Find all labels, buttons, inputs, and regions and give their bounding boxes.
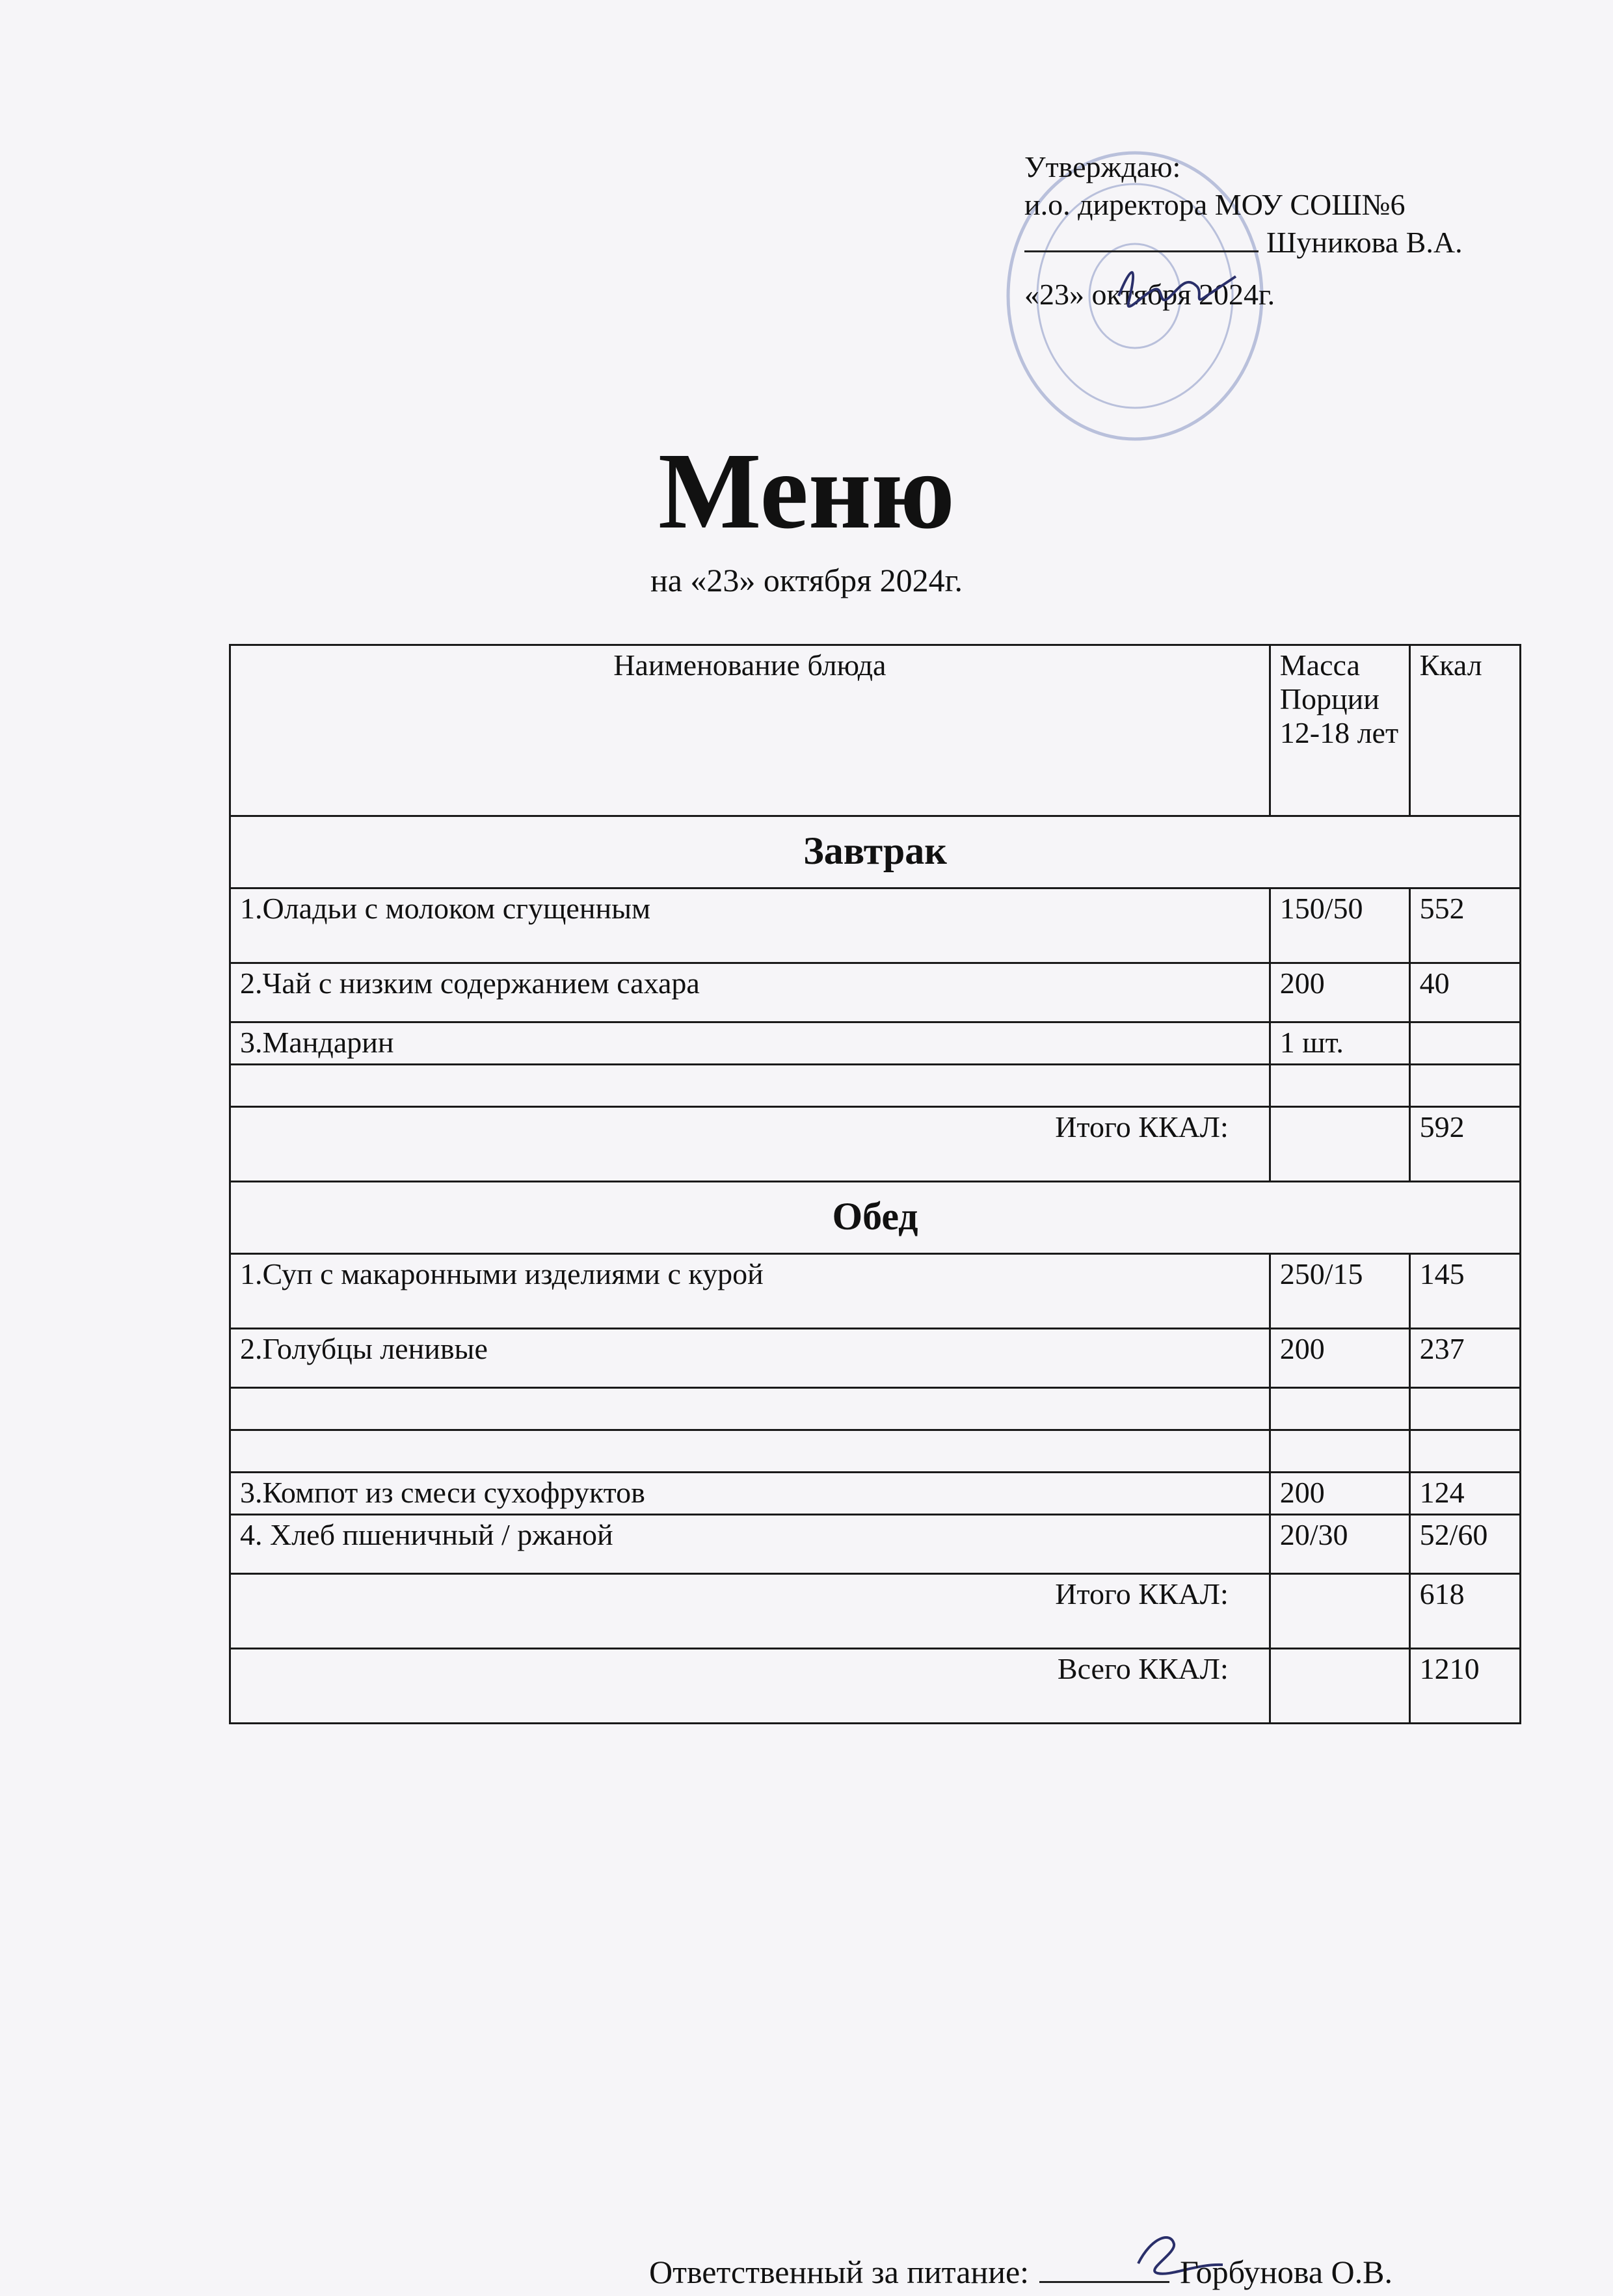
- dish-name: 2.Чай с низким содержанием сахара: [230, 963, 1270, 1022]
- dish-mass: 150/50: [1270, 888, 1409, 963]
- header-mass: Масса Порции 12-18 лет: [1270, 645, 1409, 816]
- empty-row: [230, 1065, 1521, 1107]
- grand-total-label: Всего ККАЛ:: [230, 1649, 1270, 1724]
- dish-mass: 200: [1270, 963, 1409, 1022]
- total-value: 618: [1409, 1574, 1520, 1649]
- lunch-total-row: [230, 1574, 1521, 1649]
- dish-kcal: 145: [1409, 1254, 1520, 1329]
- table-row: [230, 1473, 1521, 1515]
- dish-name: 3.Компот из смеси сухофруктов: [230, 1473, 1270, 1515]
- grand-total-row: [230, 1649, 1521, 1724]
- dish-name: 3.Мандарин: [230, 1022, 1270, 1065]
- dish-name: 1.Суп с макаронными изделиями с курой: [230, 1254, 1270, 1329]
- dish-kcal: 552: [1409, 888, 1520, 963]
- signature-blank: [1039, 2255, 1169, 2283]
- header-dish-name: Наименование блюда: [230, 645, 1270, 816]
- approval-heading: Утверждаю:: [1024, 150, 1181, 183]
- dish-kcal: [1409, 1022, 1520, 1065]
- footer-responsible: [649, 2252, 1393, 2291]
- dish-mass: 20/30: [1270, 1515, 1409, 1574]
- table-row: [230, 963, 1521, 1022]
- approval-position: и.о. директора МОУ СОШ№6: [1024, 188, 1406, 221]
- total-label: Итого ККАЛ:: [230, 1107, 1270, 1182]
- dish-kcal: 124: [1409, 1473, 1520, 1515]
- table-row: [230, 1254, 1521, 1329]
- breakfast-total-row: [230, 1107, 1521, 1182]
- total-label: Итого ККАЛ:: [230, 1574, 1270, 1649]
- empty-row: [230, 1388, 1521, 1430]
- total-value: 592: [1409, 1107, 1520, 1182]
- approval-block: [1024, 148, 1463, 314]
- table-header-row: [230, 645, 1521, 816]
- signature-blank: [1024, 224, 1259, 252]
- dish-kcal: 40: [1409, 963, 1520, 1022]
- grand-total-value: 1210: [1409, 1649, 1520, 1724]
- page-subtitle: на «23» октября 2024г.: [650, 562, 963, 598]
- footer-label: Ответственный за питание:: [649, 2254, 1030, 2290]
- table-row: [230, 1329, 1521, 1388]
- dish-mass: 200: [1270, 1473, 1409, 1515]
- approval-date: «23» октября 2024г.: [1024, 278, 1275, 311]
- section-lunch: [230, 1182, 1521, 1254]
- dish-kcal: 237: [1409, 1329, 1520, 1388]
- empty-row: [230, 1430, 1521, 1473]
- footer-name: Горбунова О.В.: [1180, 2254, 1393, 2290]
- page-title: Меню: [658, 431, 955, 552]
- section-title: Завтрак: [230, 816, 1521, 888]
- dish-name: 4. Хлеб пшеничный / ржаной: [230, 1515, 1270, 1574]
- dish-name: 1.Оладьи с молоком сгущенным: [230, 888, 1270, 963]
- section-title: Обед: [230, 1182, 1521, 1254]
- approval-signer: Шуникова В.А.: [1266, 226, 1463, 259]
- table-row: [230, 888, 1521, 963]
- header-kcal: Ккал: [1409, 645, 1520, 816]
- section-breakfast: [230, 816, 1521, 888]
- dish-mass: 200: [1270, 1329, 1409, 1388]
- dish-kcal: 52/60: [1409, 1515, 1520, 1574]
- table-row: [230, 1022, 1521, 1065]
- dish-mass: 250/15: [1270, 1254, 1409, 1329]
- dish-mass: 1 шт.: [1270, 1022, 1409, 1065]
- dish-name: 2.Голубцы ленивые: [230, 1329, 1270, 1388]
- table-row: [230, 1515, 1521, 1574]
- approval-signature-line: [1024, 224, 1463, 261]
- menu-table: [229, 644, 1521, 1724]
